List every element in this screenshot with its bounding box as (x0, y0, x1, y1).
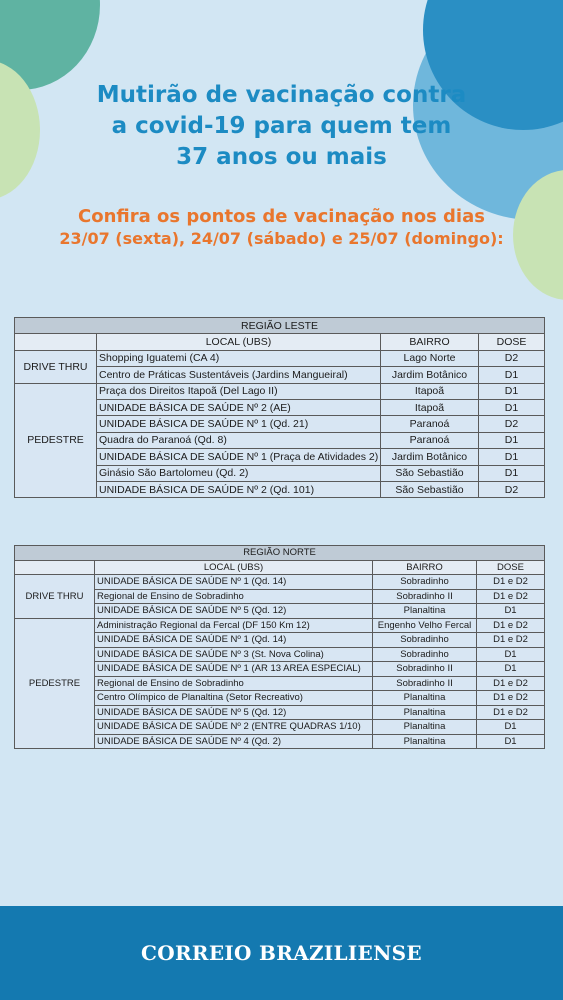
cell-dose: D1 (479, 465, 545, 481)
cell-bairro: Planaltina (373, 691, 477, 706)
cell-local: UNIDADE BÁSICA DE SAÚDE Nº 5 (Qd. 12) (95, 705, 373, 720)
cell-dose: D1 e D2 (477, 633, 545, 648)
table-row (15, 575, 545, 590)
col-head-dose: DOSE (477, 560, 545, 575)
cell-dose: D1 (477, 720, 545, 735)
cell-local: Regional de Ensino de Sobradinho (95, 676, 373, 691)
cell-local: UNIDADE BÁSICA DE SAÚDE Nº 1 (Praça de Atividades 2) (97, 449, 381, 465)
region-title: REGIÃO LESTE (15, 318, 545, 334)
correio-braziliense-logo: CORREIO BRAZILIENSE (141, 941, 422, 965)
title-line: a covid-19 para quem tem (111, 113, 452, 139)
cell-dose: D1 (477, 662, 545, 677)
cell-local: Praça dos Direitos Itapoã (Del Lago II) (97, 383, 381, 399)
table-row (15, 589, 545, 604)
cell-local: UNIDADE BÁSICA DE SAÚDE Nº 2 (Qd. 101) (97, 481, 381, 497)
cell-bairro: São Sebastião (381, 481, 479, 497)
cell-dose: D2 (479, 481, 545, 497)
cell-dose: D1 (479, 432, 545, 448)
col-head-group (15, 334, 97, 350)
cell-bairro: Jardim Botânico (381, 367, 479, 383)
cell-bairro: Engenho Velho Fercal (373, 618, 477, 633)
cell-bairro: Paranoá (381, 416, 479, 432)
title-line: 37 anos ou mais (176, 144, 387, 170)
table-row (15, 691, 545, 706)
cell-local: Shopping Iguatemi (CA 4) (97, 350, 381, 366)
table-regiao-leste (14, 317, 545, 498)
cell-bairro: Itapoã (381, 399, 479, 415)
group-label: DRIVE THRU (15, 350, 97, 383)
table-regiao-norte (14, 545, 545, 749)
cell-bairro: Lago Norte (381, 350, 479, 366)
col-head-dose: DOSE (479, 334, 545, 350)
cell-dose: D2 (479, 350, 545, 366)
cell-local: UNIDADE BÁSICA DE SAÚDE Nº 1 (Qd. 21) (97, 416, 381, 432)
cell-dose: D1 (479, 367, 545, 383)
region-title: REGIÃO NORTE (15, 546, 545, 561)
cell-bairro: Paranoá (381, 432, 479, 448)
group-label: PEDESTRE (15, 618, 95, 749)
cell-bairro: Planaltina (373, 734, 477, 749)
cell-bairro: Sobradinho II (373, 589, 477, 604)
cell-dose: D1 (479, 449, 545, 465)
cell-local: UNIDADE BÁSICA DE SAÚDE Nº 3 (St. Nova Colina) (95, 647, 373, 662)
cell-local: UNIDADE BÁSICA DE SAÚDE Nº 2 (ENTRE QUADRAS 1/10) (95, 720, 373, 735)
subtitle-line: 23/07 (sexta), 24/07 (sábado) e 25/07 (domingo): (59, 229, 504, 248)
title-line: Mutirão de vacinação contra (96, 82, 467, 108)
subtitle-line: Confira os pontos de vacinação nos dias (78, 206, 485, 227)
cell-dose: D1 e D2 (477, 589, 545, 604)
page-subtitle (0, 206, 563, 250)
cell-bairro: Sobradinho (373, 575, 477, 590)
cell-bairro: Jardim Botânico (381, 449, 479, 465)
cell-dose: D1 (479, 399, 545, 415)
group-label: PEDESTRE (15, 383, 97, 498)
cell-bairro: Planaltina (373, 604, 477, 619)
col-head-local: LOCAL (UBS) (95, 560, 373, 575)
cell-bairro: Itapoã (381, 383, 479, 399)
table-row (15, 720, 545, 735)
cell-local: Centro Olímpico de Planaltina (Setor Recreativo) (95, 691, 373, 706)
cell-dose: D1 e D2 (477, 676, 545, 691)
group-label: DRIVE THRU (15, 575, 95, 619)
table-row (15, 647, 545, 662)
cell-dose: D1 e D2 (477, 691, 545, 706)
cell-bairro: Sobradinho II (373, 676, 477, 691)
cell-bairro: Planaltina (373, 720, 477, 735)
table-row (15, 676, 545, 691)
cell-bairro: Sobradinho (373, 647, 477, 662)
cell-local: UNIDADE BÁSICA DE SAÚDE Nº 2 (AE) (97, 399, 381, 415)
col-head-local: LOCAL (UBS) (97, 334, 381, 350)
footer-bar (0, 906, 563, 1000)
cell-dose: D1 (477, 734, 545, 749)
table-row (15, 734, 545, 749)
table-row (15, 662, 545, 677)
cell-local: UNIDADE BÁSICA DE SAÚDE Nº 1 (Qd. 14) (95, 633, 373, 648)
table-row (15, 705, 545, 720)
col-head-bairro: BAIRRO (381, 334, 479, 350)
cell-dose: D1 (479, 383, 545, 399)
cell-bairro: São Sebastião (381, 465, 479, 481)
cell-dose: D1 (477, 604, 545, 619)
cell-bairro: Planaltina (373, 705, 477, 720)
cell-local: Quadra do Paranoá (Qd. 8) (97, 432, 381, 448)
cell-local: UNIDADE BÁSICA DE SAÚDE Nº 4 (Qd. 2) (95, 734, 373, 749)
cell-bairro: Sobradinho (373, 633, 477, 648)
col-head-group (15, 560, 95, 575)
cell-dose: D2 (479, 416, 545, 432)
cell-bairro: Sobradinho II (373, 662, 477, 677)
cell-local: Ginásio São Bartolomeu (Qd. 2) (97, 465, 381, 481)
table-row (15, 604, 545, 619)
page-title (60, 80, 503, 173)
table-row (15, 618, 545, 633)
table-row (15, 383, 545, 399)
cell-dose: D1 e D2 (477, 618, 545, 633)
cell-local: Centro de Práticas Sustentáveis (Jardins Mangueiral) (97, 367, 381, 383)
cell-local: UNIDADE BÁSICA DE SAÚDE Nº 1 (AR 13 AREA ESPECIAL) (95, 662, 373, 677)
cell-dose: D1 (477, 647, 545, 662)
cell-local: UNIDADE BÁSICA DE SAÚDE Nº 1 (Qd. 14) (95, 575, 373, 590)
cell-local: Regional de Ensino de Sobradinho (95, 589, 373, 604)
cell-local: Administração Regional da Fercal (DF 150 Km 12) (95, 618, 373, 633)
cell-local: UNIDADE BÁSICA DE SAÚDE Nº 5 (Qd. 12) (95, 604, 373, 619)
cell-dose: D1 e D2 (477, 705, 545, 720)
cell-dose: D1 e D2 (477, 575, 545, 590)
table-row (15, 633, 545, 648)
col-head-bairro: BAIRRO (373, 560, 477, 575)
table-row (15, 350, 545, 366)
